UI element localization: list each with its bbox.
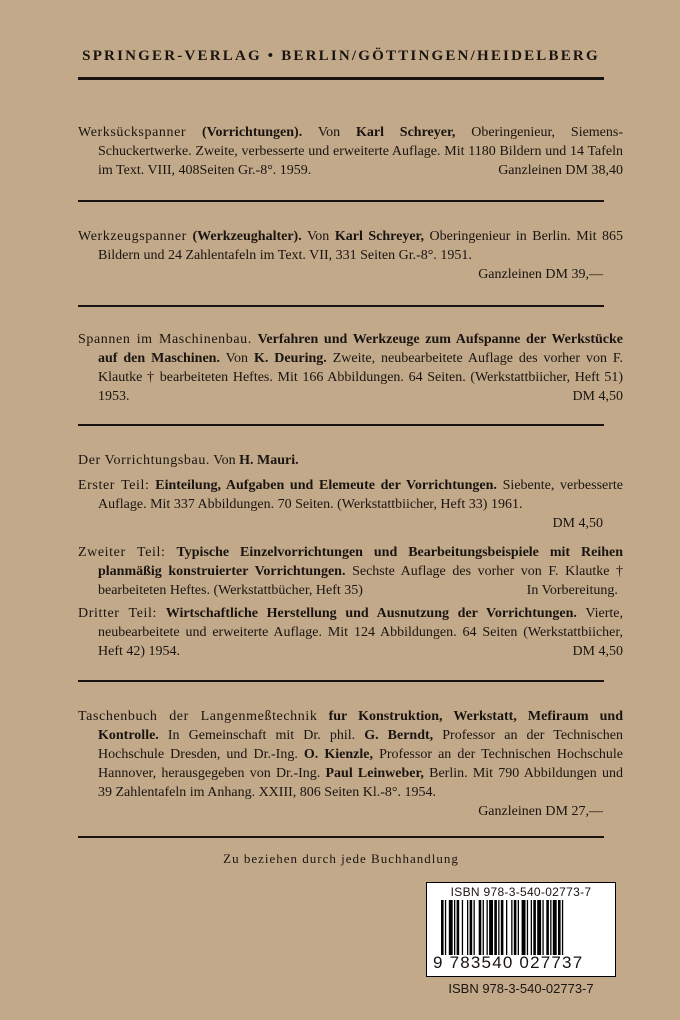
entry-title: Spannen im Maschinenbau. <box>78 332 252 347</box>
part-2-status: In Vorbereitung. <box>526 583 618 598</box>
entry-von: Von <box>307 229 330 244</box>
barcode-bar <box>542 900 543 955</box>
part-label: Zweiter Teil: <box>78 545 166 560</box>
part-2 <box>78 543 623 600</box>
isbn-top-label: ISBN 978-3-540-02773-7 <box>450 885 592 899</box>
barcode-bar <box>522 900 526 955</box>
entry-taschenbuch <box>78 707 623 802</box>
barcode-bar <box>441 900 444 955</box>
part-subtitle: Einteilung, Aufgaben und Elemeute der Vorrichtungen. <box>155 478 497 493</box>
barcode-bar <box>489 900 493 955</box>
barcode-bar <box>462 900 463 955</box>
divider <box>78 305 604 307</box>
entry-author: H. Mauri. <box>239 453 299 468</box>
barcode-bar <box>518 900 519 955</box>
entry-title: Werksückspanner <box>78 125 187 140</box>
barcode-bar <box>474 900 475 955</box>
footer-note: Zu beziehen durch jede Buchhandlung <box>223 851 459 866</box>
barcode-bar <box>546 900 549 955</box>
entry-title: Werkzeugspanner <box>78 229 187 244</box>
barcode-bar <box>498 900 499 955</box>
entry-price: Ganzleinen DM 38,40 <box>498 163 623 178</box>
entry-von: Von <box>213 453 236 468</box>
barcode-bar <box>487 900 488 955</box>
isbn-bottom-label: ISBN 978-3-540-02773-7 <box>448 981 594 996</box>
barcode-bar <box>550 900 551 955</box>
barcode-bar <box>445 900 446 955</box>
part-label: Dritter Teil: <box>78 606 158 621</box>
barcode-bar <box>479 900 482 955</box>
barcode-bar <box>511 900 512 955</box>
part-text: Vierte, neubearbeitete und erweiterte Auflage. Mit 124 Abbildungen. 64 Seiten (Werkstattbiicher, Heft 42) 1954. <box>98 606 624 659</box>
entry-author: G. Berndt, <box>364 728 434 743</box>
barcode-bar <box>483 900 484 955</box>
entry-subtitle: (Vorrichtungen). <box>202 125 303 140</box>
entry-title: Taschenbuch der Langenmeßtechnik <box>78 709 318 724</box>
entry-author: O. Kienzle, <box>303 747 373 762</box>
divider <box>78 200 604 202</box>
entry-subtitle: fur Konstruktion, Werkstatt, Mefiraum und Kontrolle. <box>98 709 624 743</box>
entry-vorrichtungsbau <box>78 451 603 470</box>
divider <box>78 680 604 682</box>
part-text: Sechste Auflage des vorher von F. Klautke † bearbeiteten Heftes. (Werkstattbücher, Heft 35) <box>98 564 624 598</box>
entry-author: K. Deuring. <box>253 351 327 366</box>
barcode-bar <box>537 900 541 955</box>
isbn-digits: 9 783540 027737 <box>433 953 584 972</box>
entry-text: Professor an der Technischen Hochschule Dresden, und Dr.-Ing. <box>98 728 624 762</box>
entry-von: Von <box>225 351 248 366</box>
entry-text: Professor an der Technischen Hochschule Hannover, herausgegeben von Dr.-Ing. <box>98 747 624 781</box>
part-label: Erster Teil: <box>78 478 150 493</box>
entry-von: Von <box>317 125 341 140</box>
part-text: Siebente, verbesserte Auflage. Mit 337 Abbildungen. 70 Seiten. (Werkstattbiicher, Heft 33) 1961. <box>98 478 624 512</box>
entry-werkzeugspanner <box>78 227 623 265</box>
entry-author: Karl Schreyer, <box>355 125 456 140</box>
entry-text: Berlin. Mit 790 Abbildungen und 39 Zahlentafeln im Anhang. XXIII, 806 Seiten Kl.-8°. 1954. <box>98 766 624 800</box>
entry-title: Der Vorrichtungsbau. <box>78 453 211 468</box>
header-rule <box>78 77 604 80</box>
barcode-bar <box>470 900 473 955</box>
entry-text: Oberingenieur in Berlin. Mit 865 Bildern und 24 Zahlentafeln im Text. VII, 331 Seiten Gr.-8°. 1951. <box>98 229 624 263</box>
barcode-bar <box>457 900 460 955</box>
entry-price: Ganzleinen DM 39,— <box>478 267 603 282</box>
isbn-barcode-box <box>426 882 616 977</box>
barcode-bar <box>533 900 536 955</box>
publisher-header: SPRINGER-VERLAG • BERLIN/GÖTTINGEN/HEIDELBERG <box>82 48 600 64</box>
part-3 <box>78 604 623 661</box>
barcode-bar <box>501 900 504 955</box>
barcode-bar <box>454 900 455 955</box>
part-subtitle: Wirtschaftliche Herstellung und Ausnutzung der Vorrichtungen. <box>165 606 577 621</box>
barcode-icon <box>441 900 603 955</box>
barcode-bar <box>494 900 497 955</box>
entry-werkstueckspanner <box>78 123 623 180</box>
barcode-bar <box>558 900 561 955</box>
entry-text: Zweite, neubearbeitete Auflage des vorher von F. Klautke † bearbeiteten Heftes. Mit 166 Abbildungen. 64 Seiten. (Werkstattbiicher, Heft 51) 1953. <box>98 351 624 404</box>
entry-spannen <box>78 330 623 406</box>
divider <box>78 424 604 426</box>
barcode-bar <box>467 900 468 955</box>
part-1 <box>78 476 623 514</box>
barcode-bar <box>449 900 453 955</box>
barcode-bar <box>553 900 557 955</box>
entry-price: DM 4,50 <box>572 389 623 404</box>
footer-rule <box>78 836 604 838</box>
barcode-bar <box>527 900 528 955</box>
entry-text: In Gemeinschaft mit Dr. phil. <box>167 728 356 743</box>
entry-subtitle: (Werkzeughalter). <box>192 229 302 244</box>
barcode-bar <box>514 900 517 955</box>
entry-text: Oberingenieur, Siemens-Schuckertwerke. Zweite, verbesserte und erweiterte Auflage. Mit 1180 Bildern und 14 Tafeln im Text. VIII, 408Seiten Gr.-8°. 1959. <box>98 125 624 178</box>
part-1-price: DM 4,50 <box>552 516 603 531</box>
entry-author: Paul Leinweber, <box>325 766 424 781</box>
entry-subtitle: Verfahren und Werkzeuge zum Aufspanne der Werkstücke auf den Maschinen. <box>98 332 623 366</box>
barcode-bar <box>531 900 532 955</box>
entry-price: Ganzleinen DM 27,— <box>478 804 603 819</box>
part-subtitle: Typische Einzelvorrichtungen und Bearbeitungsbeispiele mit Reihen planmäßig konstruierter Vorrichtungen. <box>98 545 624 579</box>
entry-author: Karl Schreyer, <box>334 229 424 244</box>
barcode-bar <box>562 900 563 955</box>
part-3-price: DM 4,50 <box>572 644 623 659</box>
barcode-bar <box>506 900 507 955</box>
